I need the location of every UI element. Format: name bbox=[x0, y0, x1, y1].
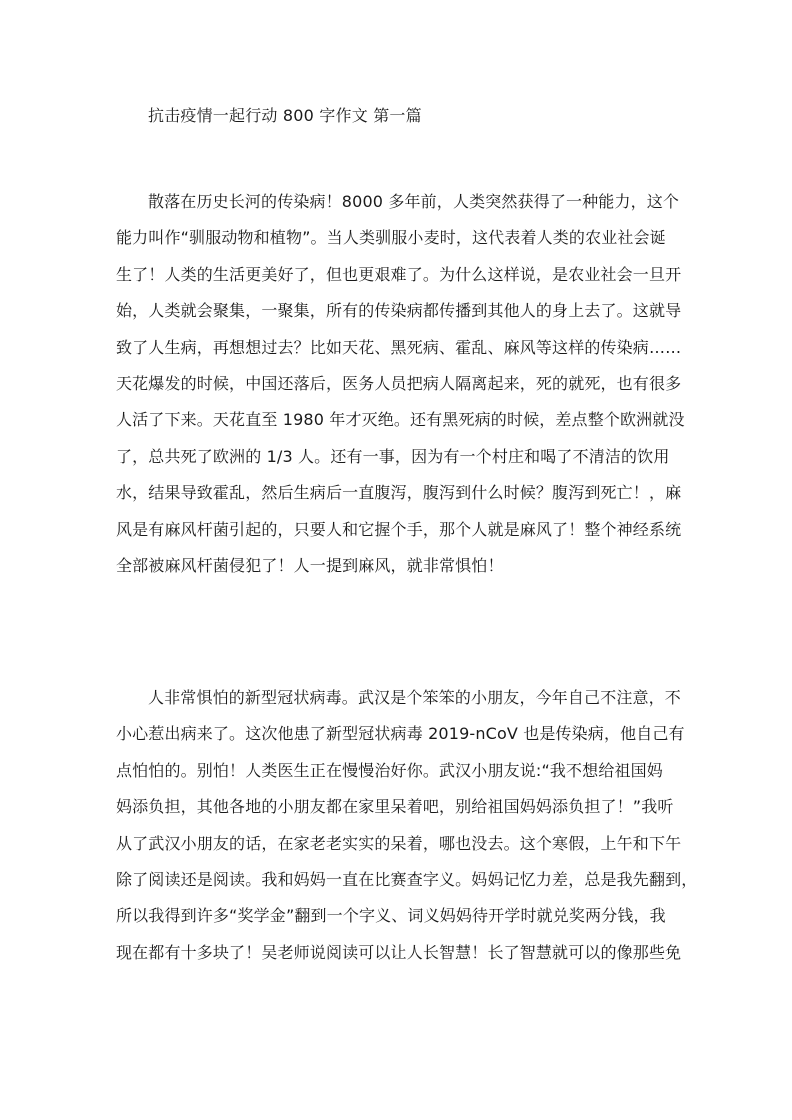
paragraph-line: 除了阅读还是阅读。我和妈妈一直在比赛查字义。妈妈记忆力差，总是我先翻到， bbox=[116, 869, 698, 889]
paragraph-line: 能力叫作“驯服动物和植物”。当人类驯服小麦时，这代表着人类的农业社会诞 bbox=[116, 228, 666, 248]
paragraph-2 bbox=[116, 680, 696, 971]
paragraph-line: 水，结果导致霍乱，然后生病后一直腹泻，腹泻到什么时候？腹泻到死亡！，麻 bbox=[116, 483, 682, 503]
paragraph-line: 始，人类就会聚集，一聚集，所有的传染病都传播到其他人的身上去了。这就导 bbox=[116, 301, 682, 321]
paragraph-line: 致了人生病，再想想过去？比如天花、黑死病、霍乱、麻风等这样的传染病…… bbox=[116, 337, 682, 357]
paragraph-line: 从了武汉小朋友的话，在家老老实实的呆着，哪也没去。这个寒假，上午和下午 bbox=[116, 833, 682, 853]
paragraph-line: 天花爆发的时候，中国还落后，医务人员把病人隔离起来，死的就死，也有很多 bbox=[116, 373, 682, 393]
paragraph-line: 风是有麻风杆菌引起的，只要人和它握个手，那个人就是麻风了！整个神经系统 bbox=[116, 519, 682, 539]
paragraph-line: 人非常惧怕的新型冠状病毒。武汉是个笨笨的小朋友，今年自己不注意，不 bbox=[148, 688, 681, 707]
paragraph-line: 妈添负担，其他各地的小朋友都在家里呆着吧，别给祖国妈妈添负担了！”我听 bbox=[116, 797, 674, 817]
paragraph-line: 了，总共死了欧洲的 1/3 人。还有一事，因为有一个村庄和喝了不清洁的饮用 bbox=[116, 446, 670, 466]
document-title: 抗击疫情一起行动 800 字作文 第一篇 bbox=[148, 106, 422, 125]
paragraph-line: 生了！人类的生活更美好了，但也更艰难了。为什么这样说，是农业社会一旦开 bbox=[116, 264, 682, 284]
paragraph-1 bbox=[116, 184, 696, 584]
paragraph-line: 人活了下来。天花直至 1980 年才灭绝。还有黑死病的时候，差点整个欧洲就没 bbox=[116, 410, 685, 430]
paragraph-line: 所以我得到许多“奖学金”翻到一个字义、词义妈妈待开学时就兑奖两分钱，我 bbox=[116, 906, 666, 926]
paragraph-line: 全部被麻风杆菌侵犯了！人一提到麻风，就非常惧怕！ bbox=[116, 555, 504, 575]
paragraph-line: 散落在历史长河的传染病！8000 多年前，人类突然获得了一种能力，这个 bbox=[148, 192, 680, 211]
paragraph-line: 点怕怕的。别怕！人类医生正在慢慢治好你。武汉小朋友说:“我不想给祖国妈 bbox=[116, 760, 663, 780]
paragraph-line: 小心惹出病来了。这次他患了新型冠状病毒 2019-nCoV 也是传染病，他自己有 bbox=[116, 724, 685, 744]
paragraph-line: 现在都有十多块了！吴老师说阅读可以让人长智慧！长了智慧就可以的像那些免 bbox=[116, 942, 682, 962]
